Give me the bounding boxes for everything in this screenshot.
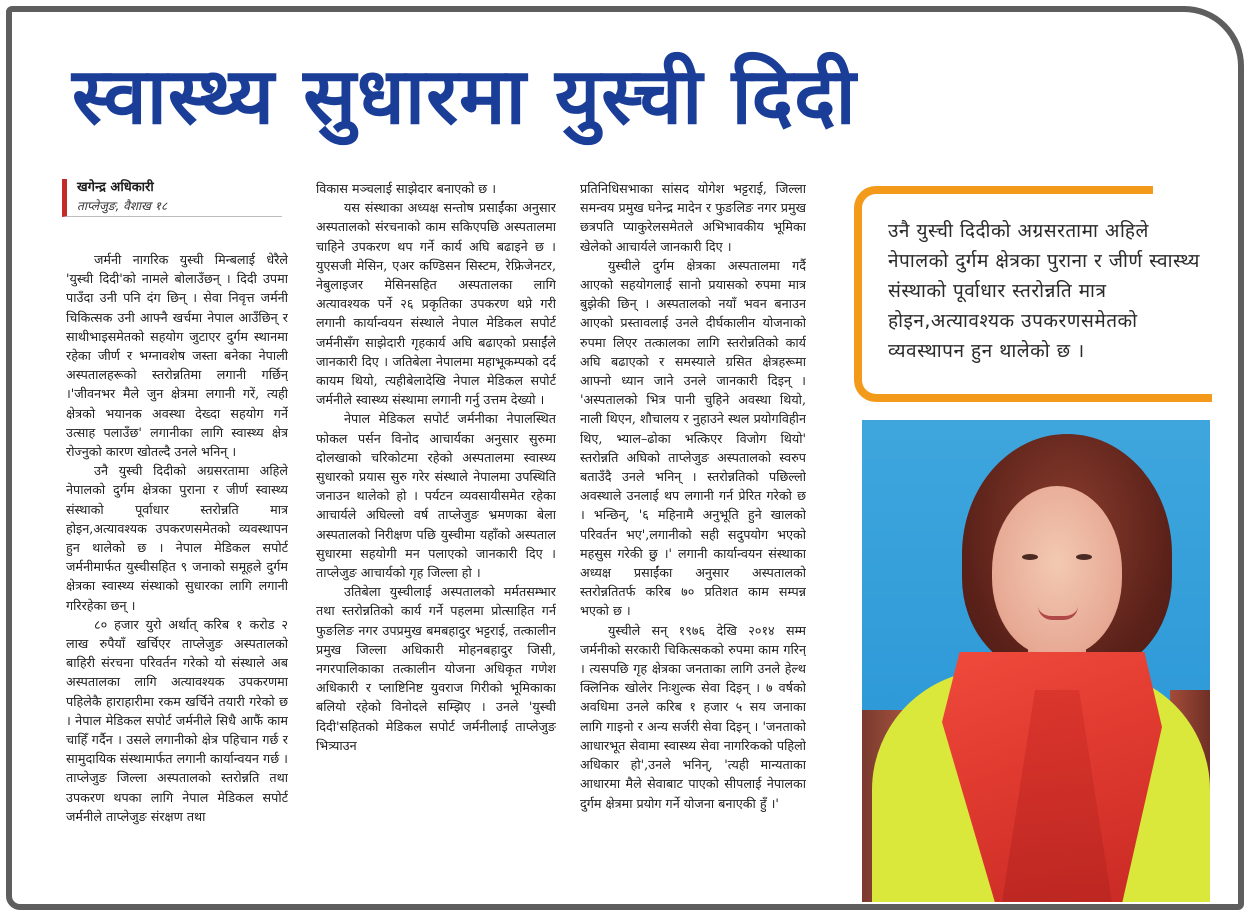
paragraph: जर्मनी नागरिक युस्ची मिन्बलाई धेरैले 'युस्ची दिदी'को नामले बोलाउँछन् । दिदी उपमा पाउँदा उनी पनि दंग छिन् । सेवा निवृत्त जर्मनी चिकित्सक उनी आफ्नै खर्चमा नेपाल आउँछिन् र साथीभाइसमेतको सहयोग जुटाएर दुर्गम स्थानमा रहेका जीर्ण र भग्नावशेष जस्ता बनेका नेपाली अस्पतालहरूको स्तरोन्नतिमा लगानी गर्छिन् ।'जीवनभर मैले जुन क्षेत्रमा लगानी गरें, त्यही क्षेत्रको भयानक अवस्था देख्दा सहयोग गर्ने उत्साह पलाउँछ' लगानीका लागि स्वास्थ्य क्षेत्र रोज्नुको कारण खोतल्दै उनले भनिन् । [66,252,288,460]
pull-quote [854,186,1212,402]
paragraph: उतिबेला युस्चीलाई अस्पतालको मर्मतसम्भार तथा स्तरोन्नतिको कार्य गर्ने पहलमा प्रोत्साहित गर्न फुङलिङ नगर उपप्रमुख बमबहादुर भट्टराई, तत्कालीन प्रमुख जिल्ला अधिकारी मोहनबहादुर जिसी, नगरपालिकाका तत्कालीन योजना अधिकृत गणेश अधिकारी र प्लाष्टिनिष्ट युवराज गिरीको भूमिकाका बलियो रहेको विनोदले सम्झिए । उनले 'युस्ची दिदी'सहितको मेडिकल सपोर्ट जर्मनीलाई ताप्लेजुङ भित्र्याउन [316,584,556,753]
paragraph: प्रतिनिधिसभाका सांसद योगेश भट्टराई, जिल्ला समन्वय प्रमुख घनेन्द्र मादेन र फुङलिङ नगर प्रमुख छत्रपति प्याकुरेलसमेतले अभिभावकीय भूमिका खेलेको आचार्यले जानकारी दिए । [580,181,806,254]
paragraph: युस्चीले सन् १९७६ देखि २०१४ सम्म जर्मनीको सरकारी चिकित्सकको रुपमा काम गरिन् । त्यसपछि गृह क्षेत्रका जनताका लागि उनले हेल्थ क्लिनिक खोलेर निःशुल्क सेवा दिइन् । ७ वर्षको अवधिमा उनले करिब १ हजार ५ सय जनाका लागि गाइनो र अन्य सर्जरी सेवा दिइन् । 'जनताको आधारभूत सेवामा स्वास्थ्य सेवा नागरिकको पहिलो अधिकार हो',उनले भनिन्, 'त्यही मान्यताका आधारमा मैले सेवाबाट पाएको सीपलाई नेपालका दुर्गम क्षेत्रमा प्रयोग गर्ने योजना बनाएकी हुँ ।' [580,622,806,811]
paragraph: ८० हजार युरो अर्थात् करिब १ करोड २ लाख रुपैयाँ खर्चिएर ताप्लेजुङ अस्पतालको बाहिरी संरचना परिवर्तन गरेको यो संस्थाले अब अस्पतालका लागि अत्यावश्यक उपकरणमा पहिलेकै हाराहारीमा रकम खर्चिने तयारी गरेको छ । नेपाल मेडिकल सपोर्ट जर्मनीले सिधै आफैं काम चाहिँ गर्दैन । उसले लगानीको क्षेत्र पहिचान गर्छ र सामुदायिक संस्थामार्फत लगानी कार्यान्वयन गर्छ । ताप्लेजुङ जिल्ला अस्पतालको स्तरोन्नति तथा उपकरण थपका लागि नेपाल मेडिकल सपोर्ट जर्मनीले ताप्लेजुङ संरक्षण तथा [66,616,288,824]
dateline: ताप्लेजुङ, वैशाख १८ [77,199,168,213]
photo-eye [1022,554,1038,560]
paragraph: विकास मञ्चलाई साझेदार बनाएको छ । [316,181,497,196]
paragraph: नेपाल मेडिकल सपोर्ट जर्मनीका नेपालस्थित फोकल पर्सन विनोद आचार्यका अनुसार सुरुमा दोलखाको चरिकोटमा रहेको अस्पतालमा स्वास्थ्य सुधारको प्रयास सुरु गरेर संस्थाले नेपालमा उपस्थिति जनाउन थालेको हो । पर्यटन व्यवसायीसमेत रहेका आचार्यले अघिल्लो वर्ष ताप्लेजुङ भ्रमणका बेला अस्पतालको निरीक्षण पछि युस्चीमा यहाँको अस्पताल सुधारमा सहयोगी मन पलाएको जानकारी दिए । ताप्लेजुङ आचार्यको गृह जिल्ला हो । [316,411,556,581]
headline: स्वास्थ्य सुधारमा युस्ची दिदी [72,52,857,142]
article-column-2 [316,179,556,902]
pull-quote-text: उनै युस्ची दिदीको अग्रसरतामा अहिले नेपालको दुर्गम क्षेत्रका पुराना र जीर्ण स्वास्थ्य संस्थाको पूर्वाधार स्तरोन्नति मात्र होइन,अत्यावश्यक उपकरणसमेतको व्यवस्थापन हुन थालेको छ । [888,220,1200,362]
portrait-photo [862,420,1210,902]
article-column-3 [580,179,806,902]
article-column-1 [66,250,288,902]
author-name: खगेन्द्र अधिकारी [77,180,154,195]
photo-eye [1076,554,1092,560]
paragraph: उनै युस्ची दिदीको अग्रसरतामा अहिले नेपालको दुर्गम क्षेत्रका पुराना र जीर्ण स्वास्थ्य संस्थाको पूर्वाधार स्तरोन्नति मात्र होइन,अत्यावश्यक उपकरणसमेतको व्यवस्थापन हुन थालेको छ । नेपाल मेडिकल सपोर्ट जर्मनीमार्फत युस्चीसहित ९ जनाको समूहले दुर्गम क्षेत्रका स्वास्थ्य संस्थाको सुधारका लागि लगानी गरिरहेका छन् । [66,463,288,613]
byline [62,179,282,217]
pull-quote-gap [1153,186,1213,194]
photo-smile [1038,606,1078,620]
paragraph: युस्चीले दुर्गम क्षेत्रका अस्पतालमा गर्दै आएको सहयोगलाई सानो प्रयासको रुपमा मात्र बुझेकी छिन् । अस्पतालको नयाँ भवन बनाउन आएको प्रस्तावलाई उनले दीर्घकालीन योजनाको रुपमा लिएर तत्कालका लागि स्तरोन्नतिको कार्य अघि बढाएको र समस्याले ग्रसित क्षेत्रहरूमा आफ्नो ध्यान जाने उनले जानकारी दिइन् । 'अस्पतालको भित्र पानी चुहिने अवस्था थियो, नाली थिएन, शौचालय र नुहाउने स्थल प्रयोगविहीन थिए, भ्याल–ढोका भत्किएर विजोग थियो' स्तरोन्नति अघिको ताप्लेजुङ अस्पतालको स्वरुप बताउँदै उनले भनिन् । स्तरोन्नतिको पछिल्लो अवस्थाले उनलाई थप लगानी गर्न प्रेरित गरेको छ । भन्छिन्, '६ महिनामै अनुभूति हुने खालको परिवर्तन भए',लगानीको सही सदुपयोग भएको महसुस गरेकी छु ।' लगानी कार्यान्वयन संस्थाका अध्यक्ष प्रसाईंका अनुसार अस्पतालको स्तरोन्नतितर्फ करिब ७० प्रतिशत काम सम्पन्न भएको छ । [580,257,806,619]
article-frame [6,6,1244,910]
photo-face [992,486,1122,656]
paragraph: यस संस्थाका अध्यक्ष सन्तोष प्रसाईंका अनुसार अस्पतालको संरचनाको काम सकिएपछि अस्पतालमा चाहिने उपकरण थप गर्ने कार्य अघि बढाइने छ । युएसजी मेसिन, एअर कण्डिसन सिस्टम, रेफ्रिजेनटर, नेबुलाइजर मेसिनसहित अस्पतालका लागि अत्यावश्यक पर्ने २६ प्रकृतिका उपकरण थप्ने गरी लगानी कार्यान्वयन संस्थाले नेपाल मेडिकल सपोर्ट जर्मनीसँग साझेदारी गृहकार्य अघि बढाएको प्रसाईंले जानकारी दिए । जतिबेला नेपालमा महाभूकम्पको दर्द कायम थियो, त्यहीबेलादेखि नेपाल मेडिकल सपोर्ट जर्मनीले स्वास्थ्य संस्थामा लगानी गर्नु उत्तम देख्यो । [316,200,556,408]
